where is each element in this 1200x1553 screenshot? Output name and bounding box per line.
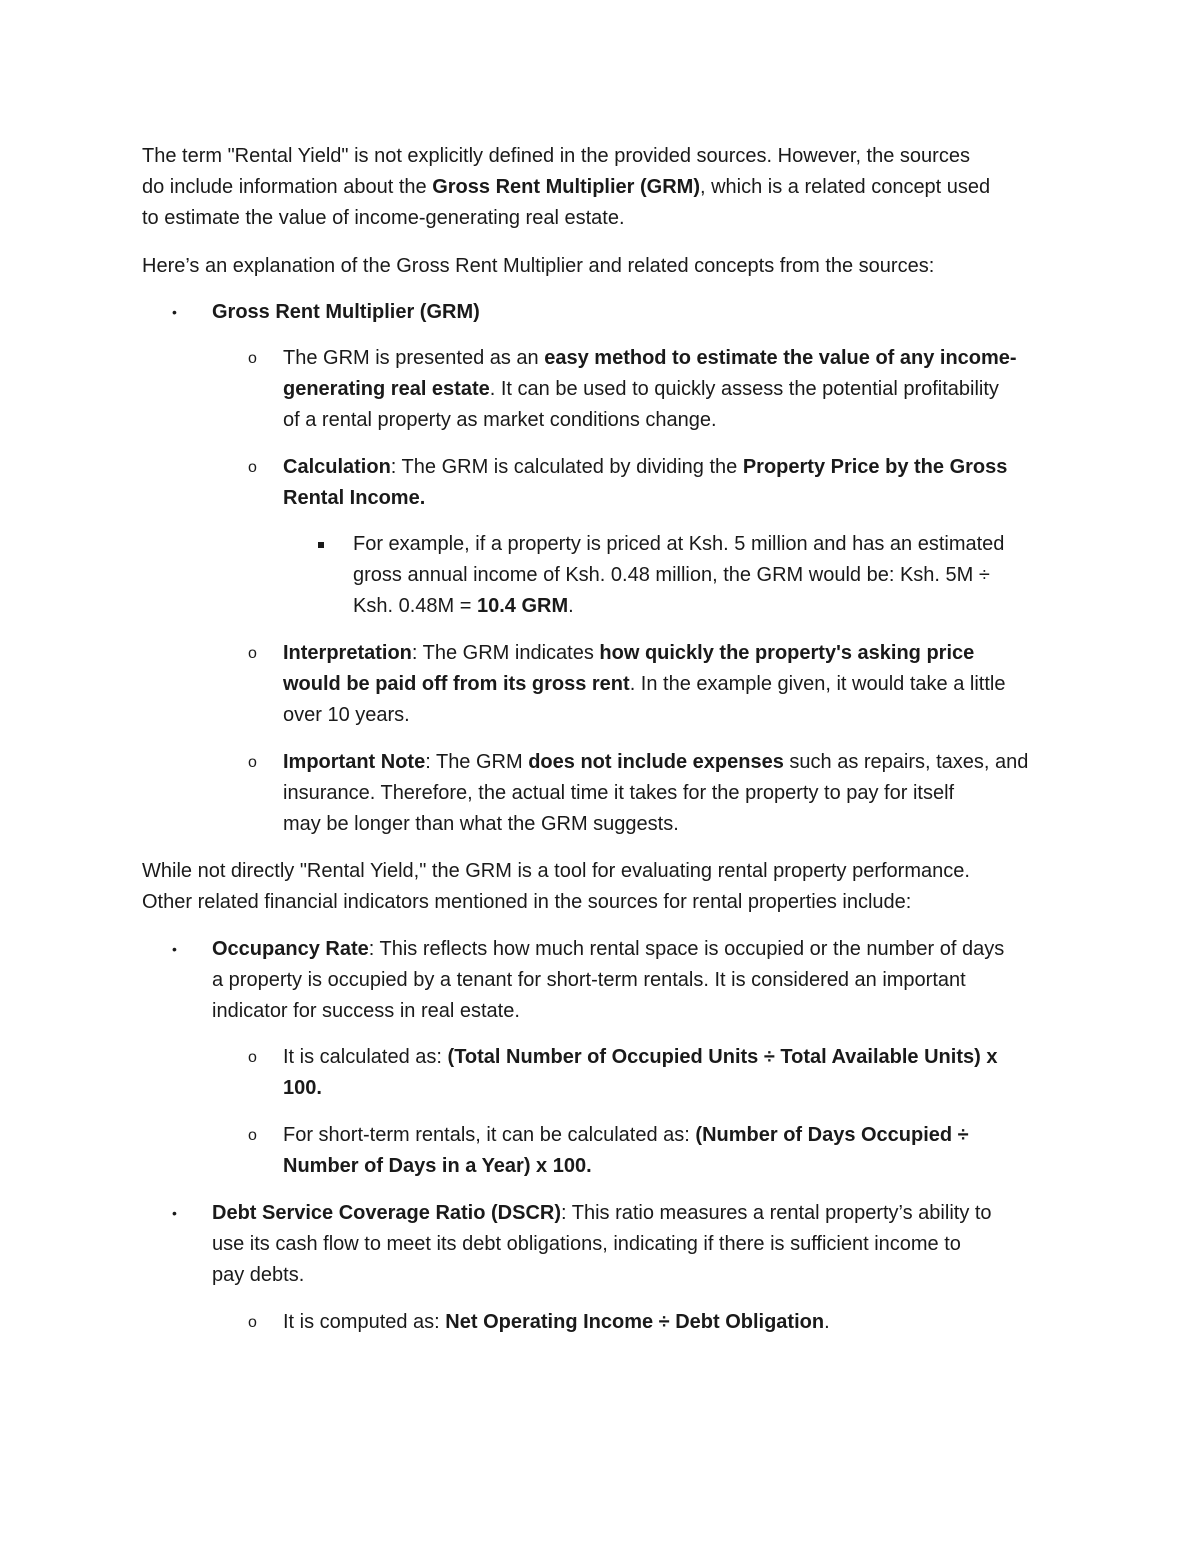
bold-text: Property Price by the Gross [742,456,1008,478]
intro-text: , which is a related concept used [700,176,991,198]
bold-text: 100. [283,1077,322,1099]
bold-text: Debt Service Coverage Ratio (DSCR) [212,1202,561,1224]
text: : This reflects how much rental space is occupied or the number of days [368,938,1005,960]
text: : The GRM indicates [411,642,600,664]
explanation-text: Here’s an explanation of the Gross Rent Multiplier and related concepts from the sources: [142,255,935,277]
grm-sub4-line-3 [283,812,679,836]
text: indicator for success in real estate. [212,1000,520,1022]
bold-text: Interpretation [283,642,412,664]
intro-text: The term "Rental Yield" is not explicitly defined in the provided sources. However, the sources [142,145,970,167]
text: of a rental property as market conditions change. [283,409,717,431]
text: gross annual income of Ksh. 0.48 million, the GRM would be: Ksh. 5M ÷ [353,564,990,586]
text: may be longer than what the GRM suggests. [283,813,679,835]
occupancy-sub2-line-2 [283,1154,592,1178]
dscr-line-3 [212,1263,304,1287]
bold-text: Net Operating Income ÷ Debt Obligation [445,1311,825,1333]
text: insurance. Therefore, the actual time it takes for the property to pay for itself [283,782,955,804]
while-line-1 [142,859,970,883]
bold-text: (Total Number of Occupied Units ÷ Total Available Units) x [447,1046,998,1068]
circle-bullet-icon: o [248,1049,257,1066]
bold-text: Important Note [283,751,426,773]
circle-bullet-icon: o [248,459,257,476]
grm-sub2-line-1 [283,455,1007,479]
bold-text: (Number of Days Occupied ÷ [695,1124,969,1146]
occupancy-line-1 [212,937,1004,961]
text: . [824,1311,830,1333]
while-line-2 [142,890,911,914]
bold-text: how quickly the property's asking price [599,642,975,664]
intro-line-2 [142,175,990,199]
dscr-sub1-line-1 [283,1310,830,1334]
text: : The GRM [425,751,529,773]
grm-sub2-line-2 [283,486,425,510]
text: . In the example given, it would take a little [629,673,1006,695]
grm-sub3-line-1 [283,641,974,665]
occupancy-sub2-line-1 [283,1123,969,1147]
grm-sub3-line-3 [283,703,410,727]
bold-text: Number of Days in a Year) x 100. [283,1155,592,1177]
circle-bullet-icon: o [248,1127,257,1144]
circle-bullet-icon: o [248,1314,257,1331]
occupancy-line-2 [212,968,966,992]
text: such as repairs, taxes, and [783,751,1029,773]
occupancy-line-3 [212,999,520,1023]
circle-bullet-icon: o [248,350,257,367]
text: over 10 years. [283,704,410,726]
bold-text: Rental Income. [283,487,426,509]
dscr-line-1 [212,1201,992,1225]
grm-sub1-line-1 [283,346,1017,370]
text: Ksh. 0.48M = [353,595,477,617]
bold-text: 10.4 GRM [476,595,569,617]
grm-sub3-line-2 [283,672,1005,696]
grm-heading [212,300,480,324]
grm-sub1-line-2 [283,377,999,401]
text: The GRM is presented as an [283,347,545,369]
bold-text: does not include expenses [528,751,784,773]
bullet-icon: • [172,941,177,957]
intro-text: do include information about the [142,176,433,198]
example-line-3 [353,594,574,618]
text: : This ratio measures a rental property’s ability to [560,1202,992,1224]
example-line-2 [353,563,990,587]
text: . It can be used to quickly assess the potential profitability [489,378,999,400]
bold-text: Calculation [283,456,391,478]
grm-heading-text: Gross Rent Multiplier (GRM) [212,301,480,323]
text: For example, if a property is priced at Ksh. 5 million and has an estimated [353,533,1005,555]
occupancy-sub1-line-2 [283,1076,322,1100]
square-bullet-icon [318,542,324,548]
grm-sub4-line-2 [283,781,954,805]
explanation-line [142,254,934,278]
text: pay debts. [212,1264,305,1286]
example-line-1 [353,532,1004,556]
grm-sub1-line-3 [283,408,717,432]
text: For short-term rentals, it can be calculated as: [283,1124,696,1146]
text: use its cash flow to meet its debt obligations, indicating if there is sufficient income to [212,1233,961,1255]
grm-sub4-line-1 [283,750,1028,774]
text: . [568,595,574,617]
dscr-line-2 [212,1232,961,1256]
text: : The GRM is calculated by dividing the [390,456,743,478]
text: While not directly "Rental Yield," the GRM is a tool for evaluating rental property performance. [142,860,970,882]
intro-text: to estimate the value of income-generating real estate. [142,207,625,229]
text: a property is occupied by a tenant for short-term rentals. It is considered an important [212,969,966,991]
intro-line-3 [142,206,625,230]
text: Other related financial indicators mentioned in the sources for rental properties include: [142,891,912,913]
grm-term: Gross Rent Multiplier (GRM) [432,176,700,198]
text: It is calculated as: [283,1046,448,1068]
bullet-icon: • [172,1205,177,1221]
intro-line-1 [142,144,970,168]
occupancy-sub1-line-1 [283,1045,997,1069]
text: It is computed as: [283,1311,446,1333]
bold-text: easy method to estimate the value of any income- [544,347,1017,369]
circle-bullet-icon: o [248,645,257,662]
bullet-icon: • [172,304,177,320]
bold-text: generating real estate [283,378,490,400]
circle-bullet-icon: o [248,754,257,771]
bold-text: would be paid off from its gross rent [283,673,630,695]
bold-text: Occupancy Rate [212,938,369,960]
